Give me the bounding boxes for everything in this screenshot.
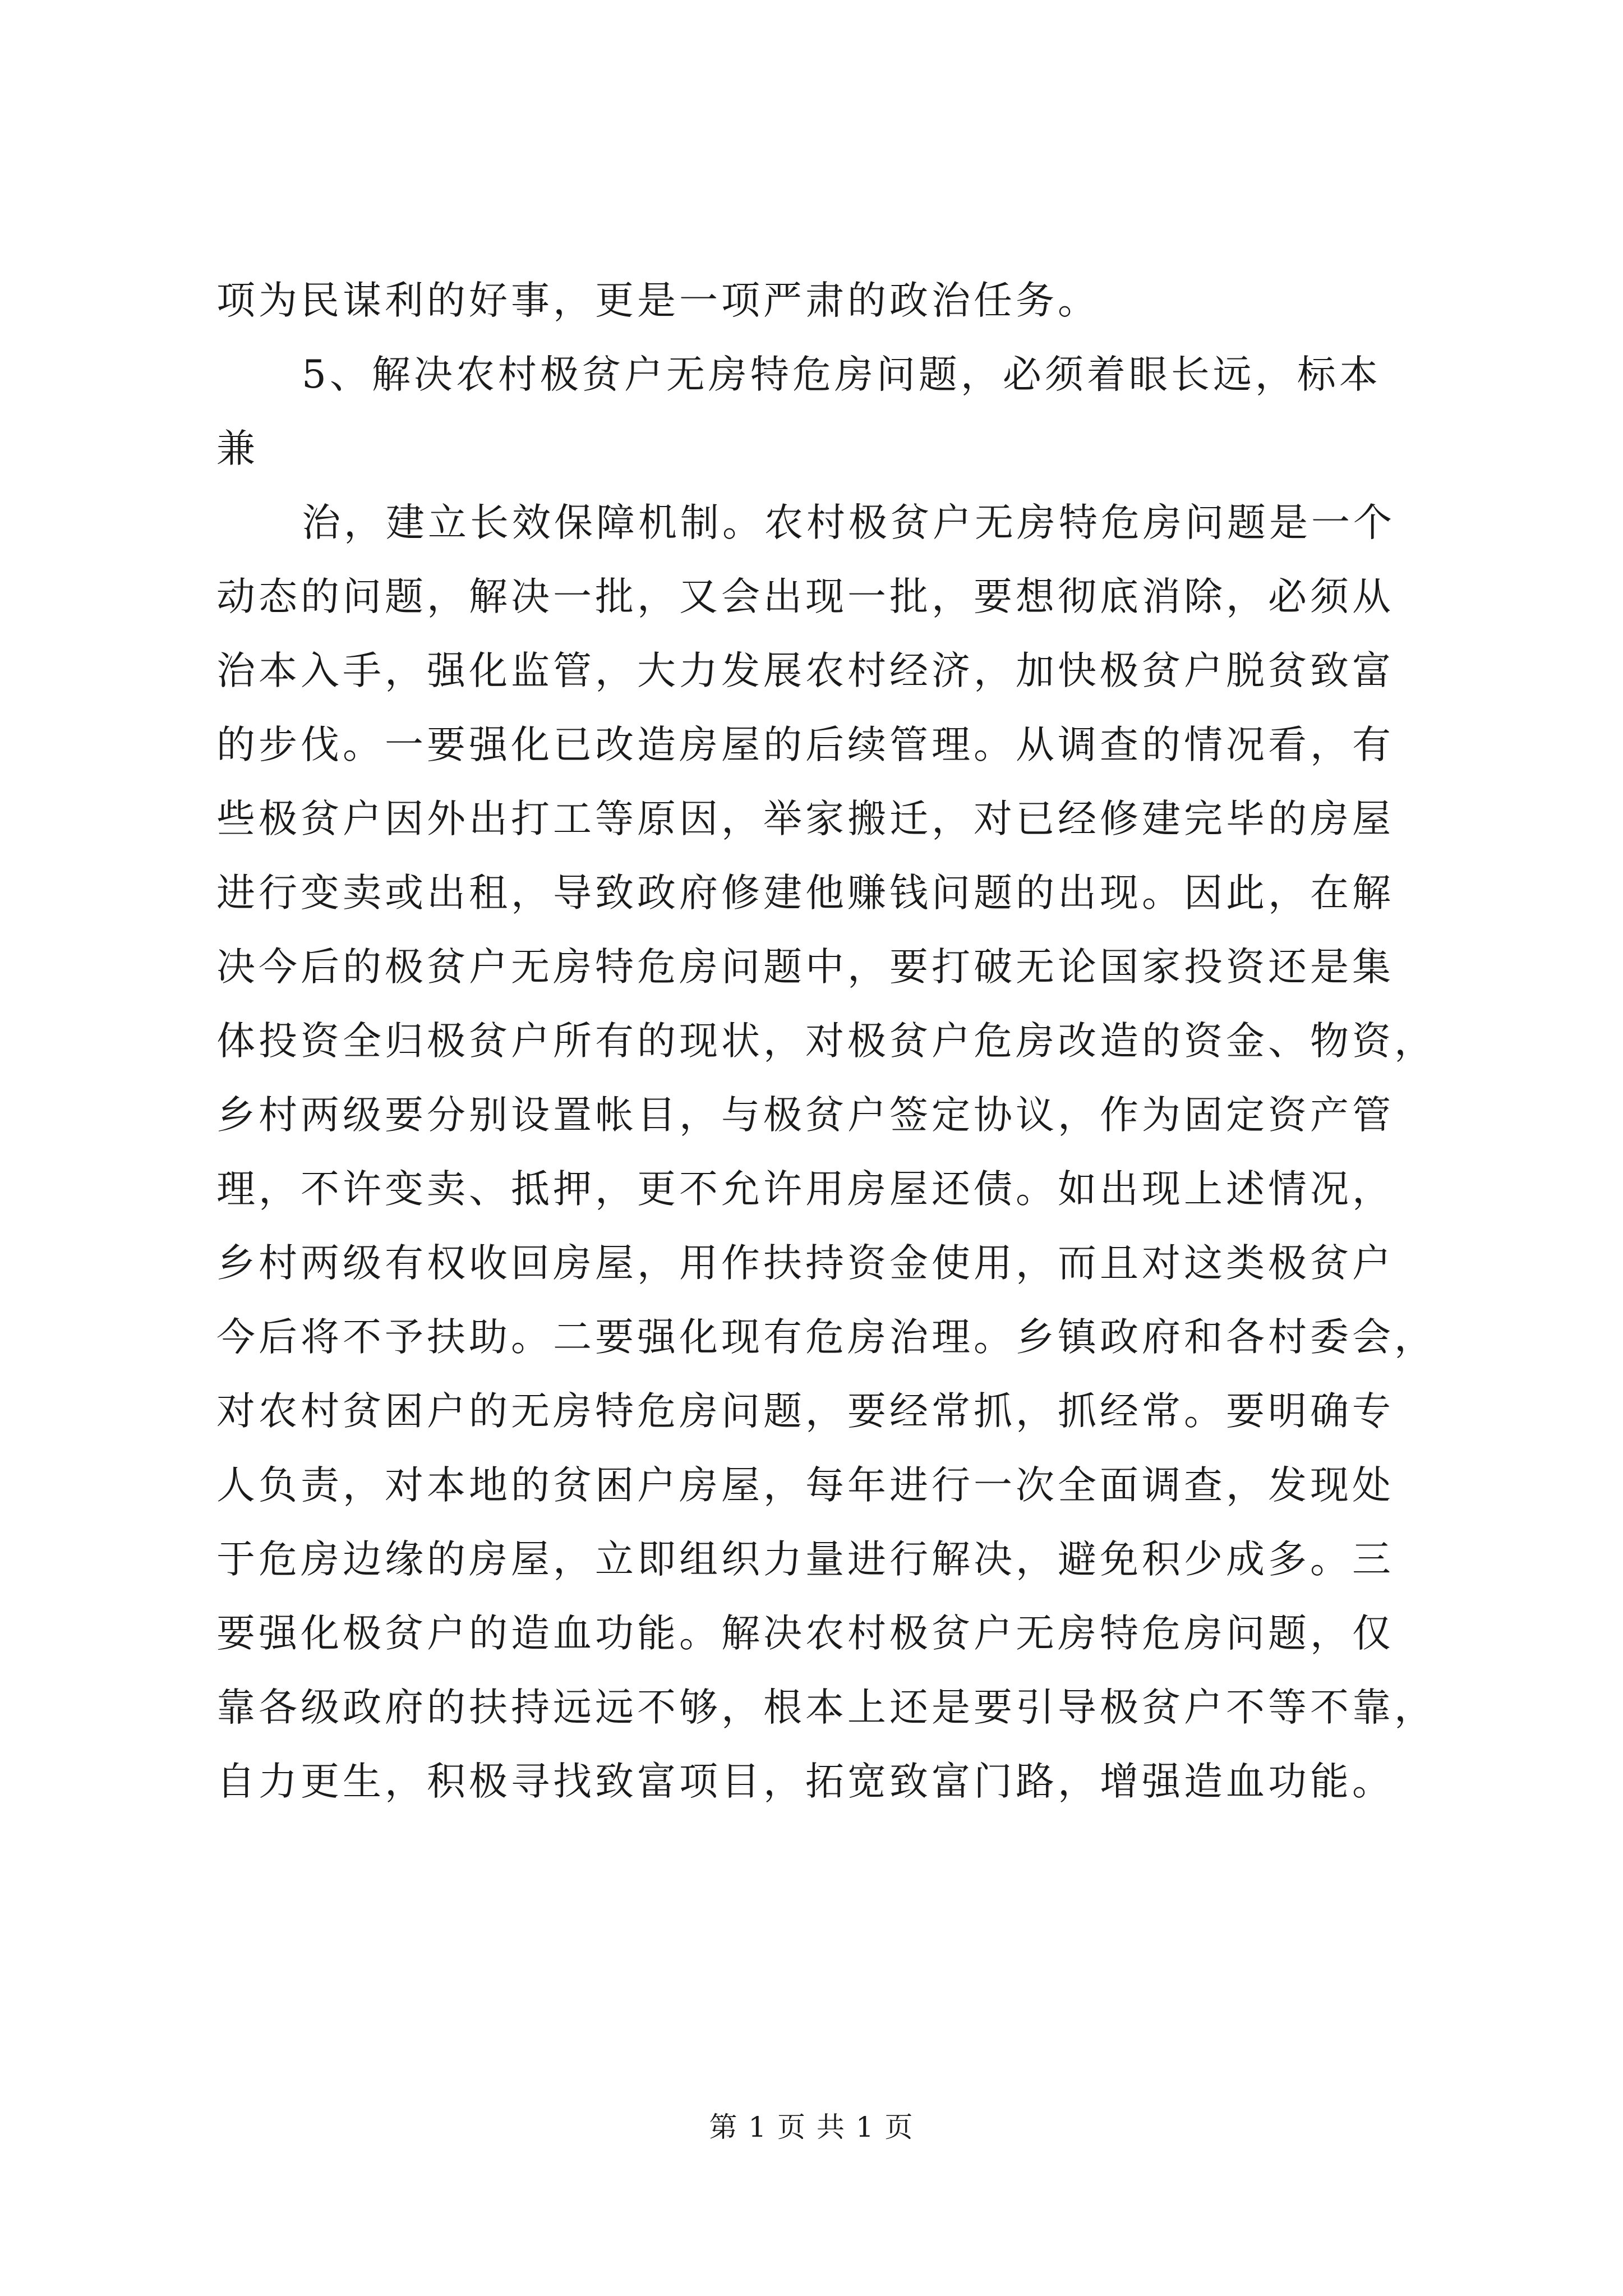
text-line: 兼: [216, 426, 259, 471]
page-number-footer: 第 1 页 共 1 页: [709, 2111, 914, 2143]
text-line: 对农村贫困户的无房特危房问题，要经常抓，抓经常。要明确专: [216, 1389, 1394, 1434]
text-line: 些极贫户因外出打工等原因，举家搬迁，对已经修建完毕的房屋: [216, 797, 1394, 841]
document-body: [216, 264, 1436, 1819]
text-line: 体投资全归极贫户所有的现状，对极贫户危房改造的资金、物资，: [216, 1019, 1436, 1064]
text-line: 乡村两级要分别设置帐目，与极贫户签定协议，作为固定资产管: [216, 1093, 1394, 1138]
text-line: 治本入手，强化监管，大力发展农村经济，加快极贫户脱贫致富: [216, 648, 1394, 693]
text-line: 决今后的极贫户无房特危房问题中，要打破无论国家投资还是集: [216, 945, 1394, 990]
text-line: 自力更生，积极寻找致富项目，拓宽致富门路，增强造血功能。: [216, 1759, 1394, 1804]
text-line: 5、解决农村极贫户无房特危房问题，必须着眼长远，标本: [302, 352, 1381, 397]
text-line: 今后将不予扶助。二要强化现有危房治理。乡镇政府和各村委会，: [216, 1315, 1436, 1360]
text-line: 要强化极贫户的造血功能。解决农村极贫户无房特危房问题，仅: [216, 1611, 1394, 1656]
text-line: 于危房边缘的房屋，立即组织力量进行解决，避免积少成多。三: [216, 1537, 1394, 1582]
text-line: 的步伐。一要强化已改造房屋的后续管理。从调查的情况看，有: [216, 723, 1394, 767]
text-line: 治，建立长效保障机制。农村极贫户无房特危房问题是一个: [302, 500, 1395, 545]
text-line: 乡村两级有权收回房屋，用作扶持资金使用，而且对这类极贫户: [216, 1241, 1394, 1286]
text-line: 理，不许变卖、抵押，更不允许用房屋还债。如出现上述情况，: [216, 1167, 1394, 1212]
text-line: 项为民谋利的好事，更是一项严肃的政治任务。: [216, 278, 1100, 323]
text-line: 人负责，对本地的贫困户房屋，每年进行一次全面调查，发现处: [216, 1463, 1394, 1508]
text-line: 靠各级政府的扶持远远不够，根本上还是要引导极贫户不等不靠，: [216, 1685, 1436, 1730]
text-line: 进行变卖或出租，导致政府修建他赚钱问题的出现。因此，在解: [216, 871, 1394, 915]
text-line: 动态的问题，解决一批，又会出现一批，要想彻底消除，必须从: [216, 574, 1394, 619]
